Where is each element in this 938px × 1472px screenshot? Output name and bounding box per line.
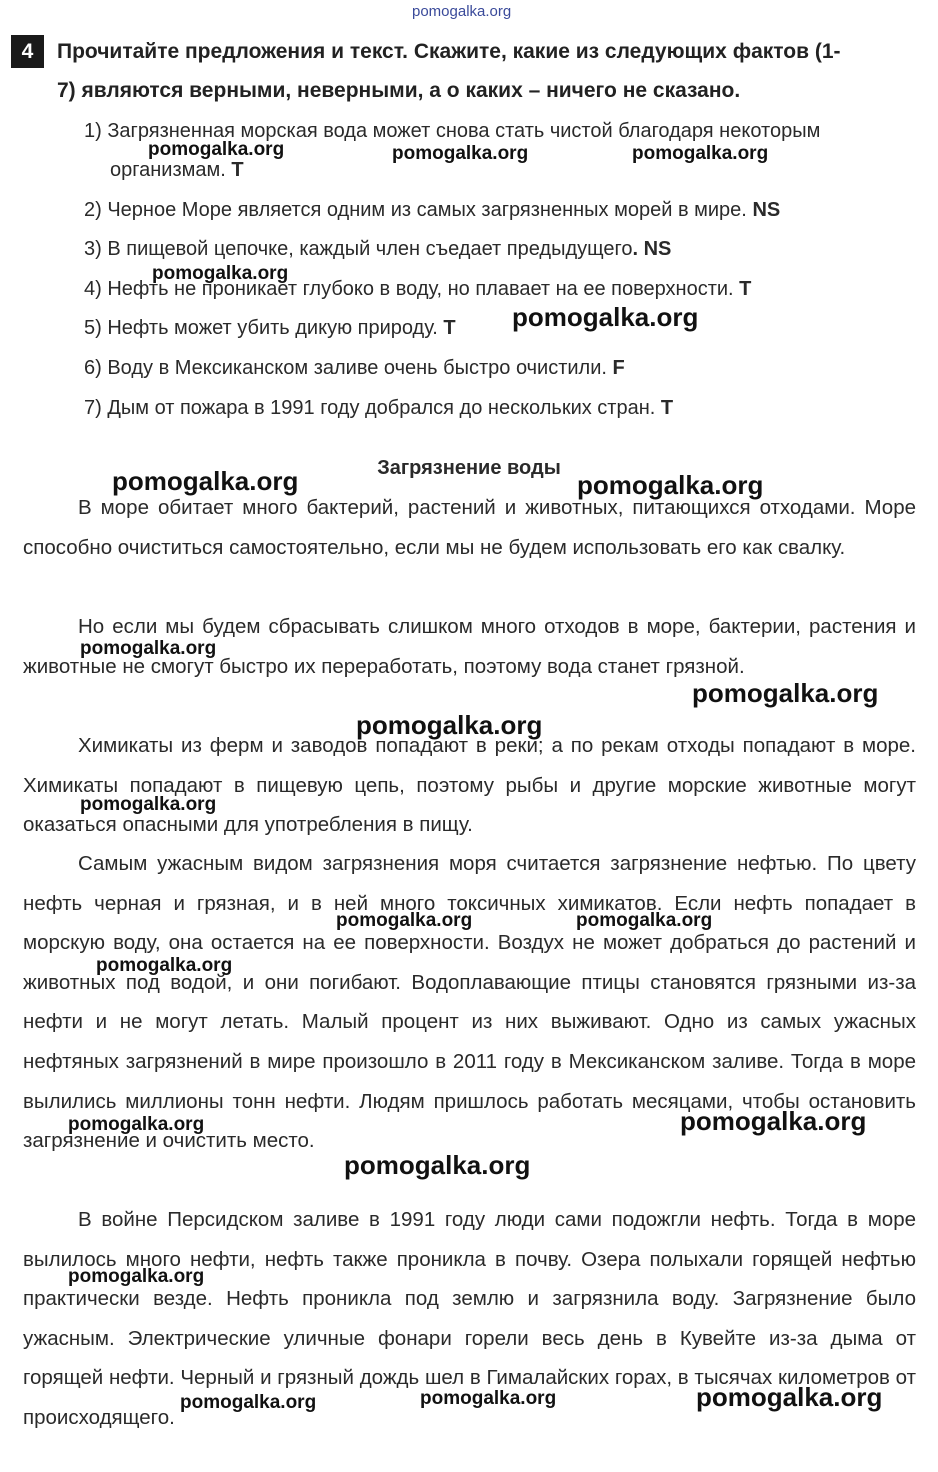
watermark: pomogalka.org xyxy=(336,910,473,931)
statement-5 xyxy=(84,317,456,340)
statement-7-answer: T xyxy=(660,397,674,419)
article-paragraph-4: Самым ужасным видом загрязнения моря считается загрязнение нефтью. По цвету нефть черная и грязная, и в ней много токсичных химикатов. Если нефть попадает в морскую воду, она остается на ее поверхности. Воздух не может добраться до растений и животных под водой, и они погибают. Водоплавающие птицы становятся грязными из-за нефти и не могут летать. Малый процент из них выживают. Одно из самых ужасных нефтяных загрязнений в мире произошло в 2011 году в Мексиканском заливе. Тогда в море вылились миллионы тонн нефти. Людям пришлось работать месяцами, чтобы остановить загрязнение и очистить место. xyxy=(23,852,916,1153)
watermark: pomogalka.org xyxy=(632,143,769,164)
statement-7 xyxy=(84,397,673,420)
task-instruction-line-1: Прочитайте предложения и текст. Скажите, какие из следующих фактов (1- xyxy=(57,40,841,63)
watermark: pomogalka.org xyxy=(180,1392,317,1413)
statement-6-text: 6) Воду в Мексиканском заливе очень быстро очистили. xyxy=(84,357,607,379)
watermark: pomogalka.org xyxy=(577,470,764,500)
statement-4-text: 4) Нефть не проникает глубоко в воду, но плавает на ее поверхности. xyxy=(84,278,734,300)
article-title: Загрязнение воды xyxy=(377,457,561,479)
statement-6-answer: F xyxy=(612,357,625,379)
header-watermark: pomogalka.org xyxy=(412,3,512,20)
statement-6 xyxy=(84,357,625,380)
statement-2-text: 2) Черное Море является одним из самых загрязненных морей в мире. xyxy=(84,199,747,221)
statement-1-line-1: 1) Загрязненная морская вода может снова стать чистой благодаря некоторым xyxy=(84,120,821,142)
watermark: pomogalka.org xyxy=(112,466,299,496)
article-paragraph-1: В море обитает много бактерий, растений и животных, питающихся отходами. Море способно очиститься самостоятельно, если мы не будем использовать его как свалку. xyxy=(23,496,916,559)
watermark: pomogalka.org xyxy=(512,302,699,332)
watermark: pomogalka.org xyxy=(696,1382,883,1412)
watermark: pomogalka.org xyxy=(152,263,289,284)
article-paragraph-5: В войне Персидском заливе в 1991 году люди сами подожгли нефть. Тогда в море вылилось много нефти, нефть также проникла в почву. Озера полыхали горящей нефтью практически везде. Нефть проникла под землю и загрязнила воду. Загрязнение было ужасным. Электрические уличные фонари горели весь день в Кувейте из-за дыма от горящей нефти. Черный и грязный дождь шел в Гималайских горах, в тысячах километров от происходящего. xyxy=(23,1208,916,1429)
statement-2 xyxy=(84,199,780,222)
watermark: pomogalka.org xyxy=(576,910,713,931)
statement-5-answer: T xyxy=(443,317,456,339)
statement-3-answer: . NS xyxy=(632,238,672,260)
statement-1-line-2 xyxy=(110,159,244,182)
statement-4-answer: T xyxy=(739,278,752,300)
statement-1-answer: T xyxy=(231,159,244,181)
watermark: pomogalka.org xyxy=(420,1388,557,1409)
watermark: pomogalka.org xyxy=(96,955,233,976)
watermark: pomogalka.org xyxy=(692,678,879,708)
statement-3 xyxy=(84,238,671,261)
statement-3-text: 3) В пищевой цепочке, каждый член съедает предыдущего xyxy=(84,238,633,260)
watermark: pomogalka.org xyxy=(344,1150,531,1180)
task-instruction-line-2: 7) являются верными, неверными, а о каких – ничего не сказано. xyxy=(57,79,741,102)
statement-1-text: организмам. xyxy=(110,159,226,181)
watermark: pomogalka.org xyxy=(148,139,285,160)
statement-2-answer: NS xyxy=(752,199,781,221)
statement-5-text: 5) Нефть может убить дикую природу. xyxy=(84,317,438,339)
article-paragraph-2: Но если мы будем сбрасывать слишком много отходов в море, бактерии, растения и животные не смогут быстро их переработать, поэтому вода станет грязной. xyxy=(23,615,916,678)
watermark: pomogalka.org xyxy=(680,1106,867,1136)
article-paragraph-3: Химикаты из ферм и заводов попадают в реки; а по рекам отходы попадают в море. Химикаты попадают в пищевую цепь, поэтому рыбы и другие морские животные могут оказаться опасными для употребления в пищу. xyxy=(23,734,916,837)
task-number-badge: 4 xyxy=(11,35,44,68)
watermark: pomogalka.org xyxy=(356,710,543,740)
watermark: pomogalka.org xyxy=(68,1266,205,1287)
watermark: pomogalka.org xyxy=(80,638,217,659)
watermark: pomogalka.org xyxy=(392,143,529,164)
statement-7-text: 7) Дым от пожара в 1991 году добрался до нескольких стран. xyxy=(84,397,656,419)
watermark: pomogalka.org xyxy=(80,794,217,815)
watermark: pomogalka.org xyxy=(68,1114,205,1135)
